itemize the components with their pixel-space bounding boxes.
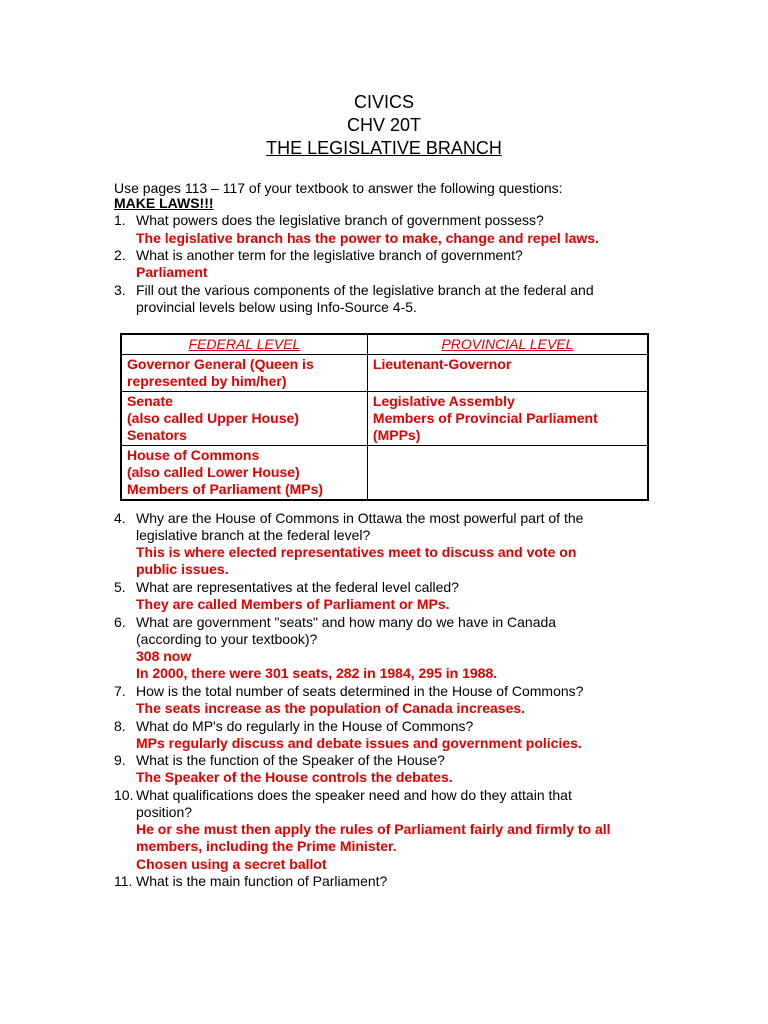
federal-cell: Senate (also called Upper House) Senators — [121, 392, 367, 446]
question-11-number: 11. — [114, 873, 133, 889]
question-3-text-line1: Fill out the various components of the legislative branch at the federal and — [136, 282, 594, 298]
document-title — [0, 91, 768, 160]
table-row — [121, 392, 648, 446]
answer-6-line1: 308 now — [136, 648, 192, 664]
answer-1: The legislative branch has the power to make, change and repel laws. — [136, 230, 599, 246]
question-3-number: 3. — [114, 282, 126, 298]
question-6-text-line2: (according to your textbook)? — [136, 631, 318, 647]
question-1-text: What powers does the legislative branch of government possess? — [136, 212, 544, 228]
federal-cell: Governor General (Queen is represented by him/her) — [121, 355, 367, 392]
question-9-text: What is the function of the Speaker of the House? — [136, 752, 445, 768]
question-6-number: 6. — [114, 614, 126, 630]
title-subject: CIVICS — [353, 92, 414, 112]
question-11-text: What is the main function of Parliament? — [136, 873, 388, 889]
answer-5: They are called Members of Parliament or MPs. — [136, 596, 450, 612]
question-2-number: 2. — [114, 247, 126, 263]
legislative-components-table — [120, 333, 649, 501]
question-5-text: What are representatives at the federal level called? — [136, 579, 459, 595]
federal-cell: House of Commons (also called Lower House) Members of Parliament (MPs) — [121, 446, 367, 501]
provincial-cell: Legislative Assembly Members of Provincial Parliament (MPPs) — [367, 392, 648, 446]
question-7-text: How is the total number of seats determined in the House of Commons? — [136, 683, 584, 699]
answer-9: The Speaker of the House controls the debates. — [136, 769, 453, 785]
title-course-code: CHV 20T — [346, 115, 422, 135]
question-5-number: 5. — [114, 579, 126, 595]
answer-10-line1: He or she must then apply the rules of Parliament fairly and firmly to all — [136, 821, 611, 837]
header-federal-level: FEDERAL LEVEL — [121, 334, 367, 355]
answer-10-line3: Chosen using a secret ballot — [136, 856, 327, 872]
header-provincial-level: PROVINCIAL LEVEL — [367, 334, 648, 355]
question-4-text-line1: Why are the House of Commons in Ottawa the most powerful part of the — [136, 510, 584, 526]
question-9-number: 9. — [114, 752, 126, 768]
question-2-text: What is another term for the legislative branch of government? — [136, 247, 523, 263]
question-4-text-line2: legislative branch at the federal level? — [136, 527, 371, 543]
section-heading: MAKE LAWS!!! — [114, 195, 214, 211]
table-header-row — [121, 334, 648, 355]
question-4-number: 4. — [114, 510, 126, 526]
question-10-text-line1: What qualifications does the speaker need and how do they attain that — [136, 787, 572, 803]
answer-10-line2: members, including the Prime Minister. — [136, 838, 397, 854]
question-6-text-line1: What are government "seats" and how many do we have in Canada — [136, 614, 557, 630]
question-10-text-line2: position? — [136, 804, 193, 820]
question-8-number: 8. — [114, 718, 126, 734]
question-3-text-line2: provincial levels below using Info-Source 4-5. — [136, 299, 417, 315]
instructions: Use pages 113 – 117 of your textbook to answer the following questions: — [114, 180, 563, 196]
answer-4-line2: public issues. — [136, 561, 229, 577]
answer-6-line2: In 2000, there were 301 seats, 282 in 1984, 295 in 1988. — [136, 665, 498, 681]
table-row — [121, 355, 648, 392]
answer-2: Parliament — [136, 264, 208, 280]
question-7-number: 7. — [114, 683, 126, 699]
title-topic: THE LEGISLATIVE BRANCH — [266, 138, 502, 158]
provincial-cell-empty — [367, 446, 648, 501]
provincial-cell: Lieutenant-Governor — [367, 355, 648, 392]
question-10-number: 10. — [114, 787, 134, 803]
table-row — [121, 446, 648, 501]
answer-4-line1: This is where elected representatives meet to discuss and vote on — [136, 544, 577, 560]
answer-8: MPs regularly discuss and debate issues and government policies. — [136, 735, 582, 751]
answer-7: The seats increase as the population of Canada increases. — [136, 700, 526, 716]
question-8-text: What do MP's do regularly in the House of Commons? — [136, 718, 474, 734]
question-1-number: 1. — [114, 212, 126, 228]
